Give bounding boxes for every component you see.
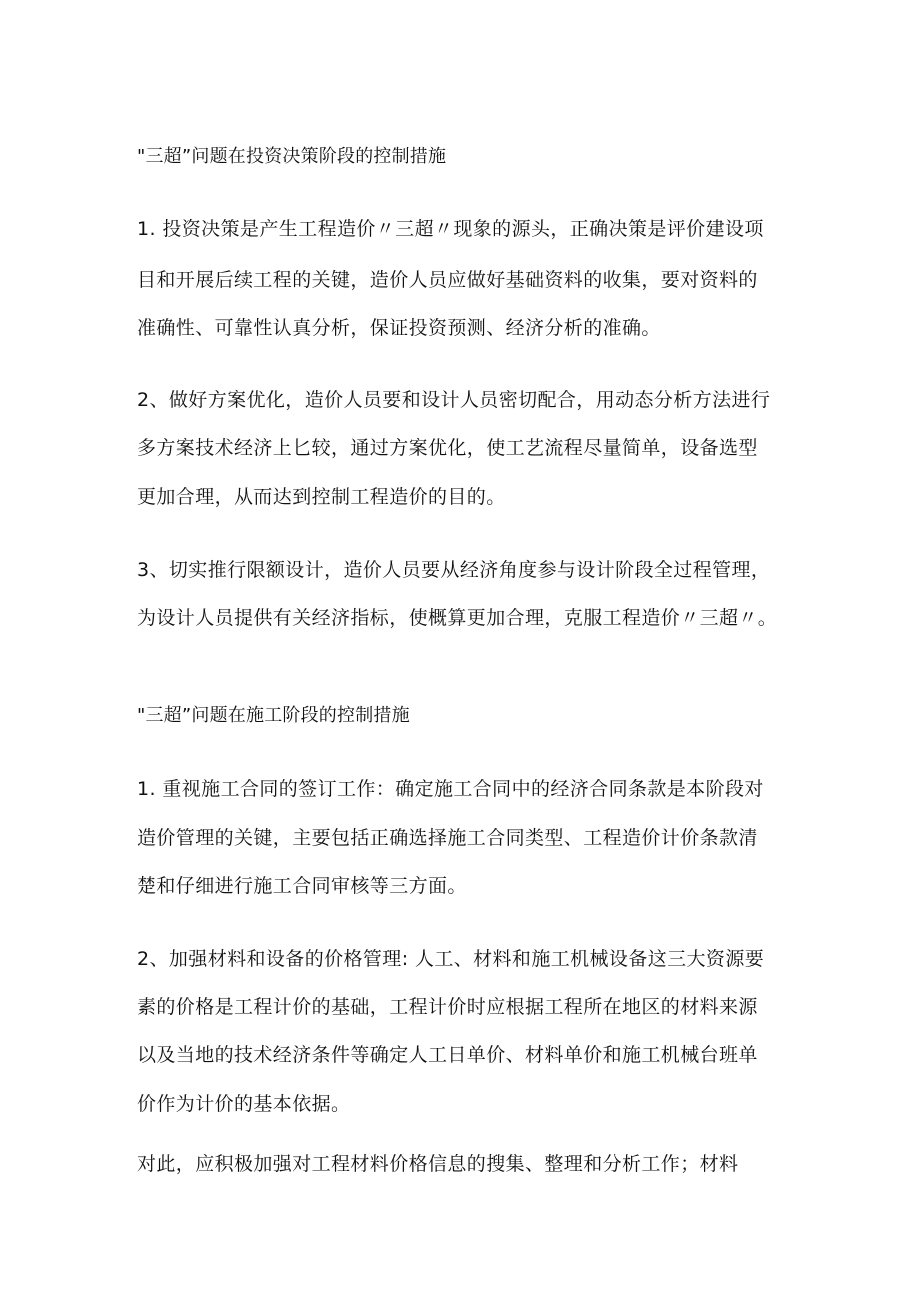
paragraph-line: 准确性、可靠性认真分析，保证投资预测、经济分析的准确。 bbox=[137, 317, 661, 339]
paragraph-line: 3、切实推行限额设计，造价人员要从经济角度参与设计阶段全过程管理， bbox=[137, 559, 771, 581]
paragraph-line: 2、加强材料和设备的价格管理: 人工、材料和施工机械设备这三大资源要 bbox=[137, 948, 765, 970]
paragraph-line: 1. 重视施工合同的签订工作：确定施工合同中的经济合同条款是本阶段对 bbox=[137, 778, 764, 800]
section-heading-construction-phase: "三超”问题在施工阶段的控制措施 bbox=[137, 705, 410, 726]
paragraph-line: 造价管理的关键，主要包括正确选择施工合同类型、工程造价计价条款清 bbox=[137, 827, 758, 849]
paragraph-line: 以及当地的技术经济条件等确定人工日单价、材料单价和施工机械台班单 bbox=[137, 1044, 758, 1066]
paragraph-line: 价作为计价的基本依据。 bbox=[137, 1093, 351, 1115]
paragraph-line: 多方案技术经济上匕较，通过方案优化，使工艺流程尽量简单，设备选型 bbox=[137, 437, 758, 459]
paragraph-line: 对此，应积极加强对工程材料价格信息的搜集、整理和分析工作；材料 bbox=[137, 1153, 739, 1175]
paragraph-line: 为设计人员提供有关经济指标，使概算更加合理，克服工程造价〃三超〃。 bbox=[137, 607, 778, 629]
paragraph-line: 更加合理，从而达到控制工程造价的目的。 bbox=[137, 486, 506, 508]
paragraph-line: 2、做好方案优化，造价人员要和设计人员密切配合，用动态分析方法进行 bbox=[137, 389, 771, 411]
section-heading-investment-decision: "三超”问题在投资决策阶段的控制措施 bbox=[137, 146, 447, 167]
paragraph-line: 楚和仔细进行施工合同审核等三方面。 bbox=[137, 875, 467, 897]
paragraph-line: 目和开展后续工程的关键，造价人员应做好基础资料的收集，要对资料的 bbox=[137, 269, 758, 291]
paragraph-line: 1. 投资决策是产生工程造价〃三超〃现象的源头，正确决策是评价建设项 bbox=[137, 218, 764, 240]
paragraph-line: 素的价格是工程计价的基础，工程计价时应根据工程所在地区的材料来源 bbox=[137, 996, 758, 1018]
